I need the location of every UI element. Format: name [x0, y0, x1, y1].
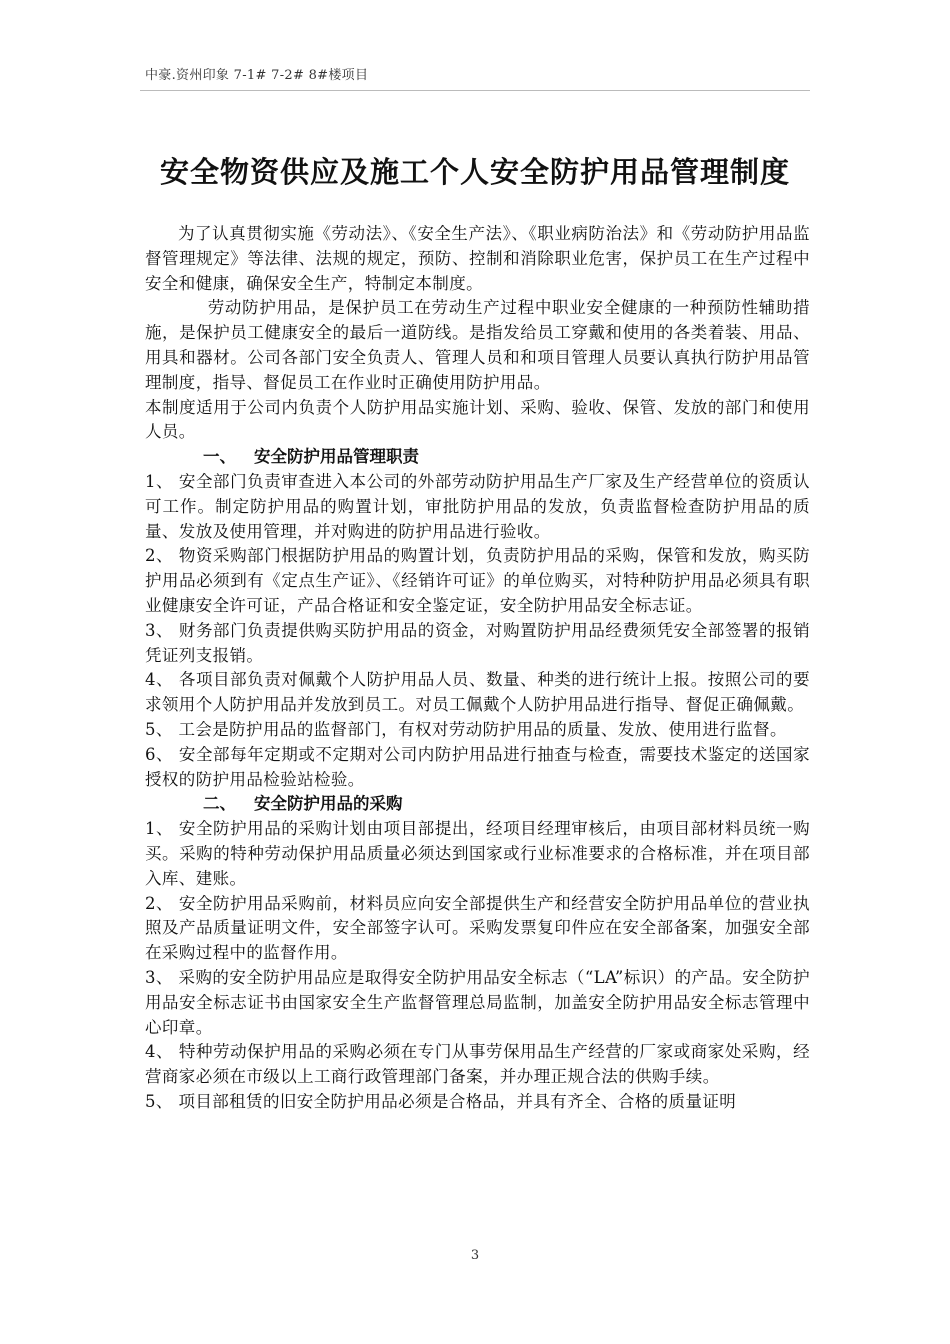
intro-paragraph: 劳动防护用品，是保护员工在劳动生产过程中职业安全健康的一种预防性辅助措施，是保护员工健康安全的最后一道防线。是指发给员工穿戴和使用的各类着装、用品、用具和器材。公司各部门安全负责人、管理人员和和项目管理人员要认真执行防护用品管理制度，指导、督促员工在作业时正确使用防护用品。: [145, 298, 810, 392]
document-title: 安全物资供应及施工个人安全防护用品管理制度: [159, 155, 790, 189]
document-body: [145, 222, 810, 1115]
list-item: 6、 安全部每年定期或不定期对公司内防护用品进行抽查与检查，需要技术鉴定的送国家授权的防护用品检验站检验。: [145, 744, 810, 789]
list-item: 5、 工会是防护用品的监督部门，有权对劳动防护用品的质量、发放、使用进行监督。: [145, 719, 787, 739]
intro-paragraph: 本制度适用于公司内负责个人防护用品实施计划、采购、验收、保管、发放的部门和使用人员。: [145, 397, 810, 442]
list-item: 4、 各项目部负责对佩戴个人防护用品人员、数量、种类的进行统计上报。按照公司的要求领用个人防护用品并发放到员工。对员工佩戴个人防护用品进行指导、督促正确佩戴。: [145, 670, 810, 715]
intro-paragraph: 为了认真贯彻实施《劳动法》、《安全生产法》、《职业病防治法》和《劳动防护用品监督管理规定》等法律、法规的规定，预防、控制和消除职业危害，保护员工在生产过程中安全和健康，确保安全生产，特制定本制度。: [145, 224, 810, 293]
list-item: 1、 安全部门负责审查进入本公司的外部劳动防护用品生产厂家及生产经营单位的资质认可工作。制定防护用品的购置计划，审批防护用品的发放，负责监督检查防护用品的质量、发放及使用管理，并对购进的防护用品进行验收。: [145, 471, 810, 541]
list-item: 2、 安全防护用品采购前，材料员应向安全部提供生产和经营安全防护用品单位的营业执照及产品质量证明文件，安全部签字认可。采购发票复印件应在安全部备案，加强安全部在采购过程中的监督作用。: [145, 893, 810, 963]
section-heading-text: 安全防护用品管理职责: [254, 447, 419, 467]
section-number: 一、: [203, 447, 236, 467]
page-number: 3: [470, 1248, 480, 1263]
list-item: 4、 特种劳动保护用品的采购必须在专门从事劳保用品生产经营的厂家或商家处采购，经营商家必须在市级以上工商行政管理部门备案，并办理正规合法的供购手续。: [145, 1042, 810, 1087]
list-item: 5、 项目部租赁的旧安全防护用品必须是合格品，并具有齐全、合格的质量证明: [145, 1091, 737, 1111]
section-number: 二、: [203, 794, 236, 814]
list-item: 2、 物资采购部门根据防护用品的购置计划，负责防护用品的采购，保管和发放，购买防护用品必须到有《定点生产证》、《经销许可证》的单位购买，对特种防护用品必须具有职业健康安全许可证，产品合格证和安全鉴定证，安全防护用品安全标志证。: [145, 546, 810, 615]
section-heading: [145, 445, 810, 470]
list-item: 3、 财务部门负责提供购买防护用品的资金，对购置防护用品经费须凭安全部签署的报销凭证列支报销。: [145, 620, 810, 665]
header-divider: [140, 90, 810, 91]
section-heading: [145, 792, 810, 817]
list-item: 1、 安全防护用品的采购计划由项目部提出，经项目经理审核后，由项目部材料员统一购买。采购的特种劳动保护用品质量必须达到国家或行业标准要求的合格标准，并在项目部入库、建账。: [145, 819, 810, 888]
page-header-text: 中豪.资州印象 7-1# 7-2# 8#楼项目: [145, 68, 369, 83]
section-heading-text: 安全防护用品的采购: [254, 794, 403, 814]
list-item: 3、 采购的安全防护用品应是取得安全防护用品安全标志（“LA”标识）的产品。安全防护用品安全标志证书由国家安全生产监督管理总局监制，加盖安全防护用品安全标志管理中心印章。: [145, 967, 810, 1037]
